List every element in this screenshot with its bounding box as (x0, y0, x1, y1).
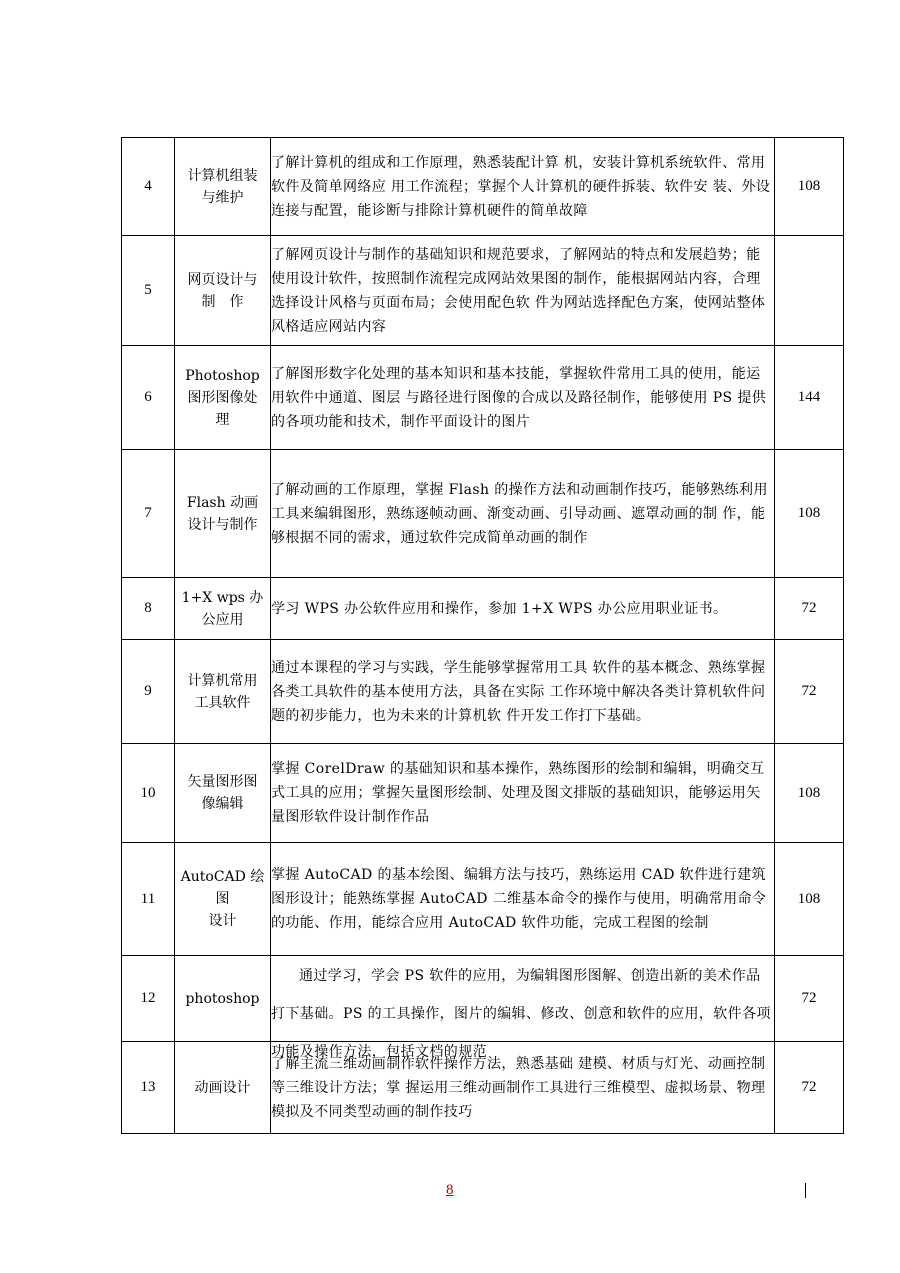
course-description: 掌握 CorelDraw 的基础知识和基本操作，熟练图形的绘制和编辑，明确交互式工具的应用；掌握矢量图形绘制、处理及图文排版的基础知识，能够运用矢量图形软件设计制作作品 (271, 744, 775, 843)
course-table (121, 137, 844, 1134)
course-number: 8 (122, 578, 175, 640)
course-description: 通过学习，学会 PS 软件的应用，为编辑图形图解、创造出新的美术作品打下基础。PS 的工具操作，图片的编辑、修改、创意和软件的应用，软件各项功能及操作方法，包括文档的规范 (271, 956, 775, 1042)
course-hours: 108 (775, 744, 844, 843)
course-name: Photoshop 图形图像处 理 (175, 346, 271, 450)
table-row (122, 956, 844, 1042)
course-description: 了解动画的工作原理，掌握 Flash 的操作方法和动画制作技巧，能够熟练利用工具来编辑图形，熟练逐帧动画、渐变动画、引导动画、遮罩动画的制 作，能够根据不同的需求，通过软件完成简单动画的制作 (271, 450, 775, 578)
table-row (122, 236, 844, 346)
table-row (122, 346, 844, 450)
page-number: 8 (446, 1182, 454, 1198)
course-description: 了解图形数字化处理的基本知识和基本技能，掌握软件常用工具的使用，能运用软件中通道、图层 与路径进行图像的合成以及路径制作，能够使用 PS 提供的各项功能和技术，制作平面设计的图片 (271, 346, 775, 450)
course-number: 13 (122, 1042, 175, 1134)
course-description: 了解网页设计与制作的基础知识和规范要求，了解网站的特点和发展趋势；能使用设计软件，按照制作流程完成网站效果图的制作，能根据网站内容，合理选择设计风格与页面布局；会使用配色软 件为网站选择配色方案，使网站整体风格适应网站内容 (271, 236, 775, 346)
course-name: 计算机常用 工具软件 (175, 640, 271, 744)
course-number: 4 (122, 138, 175, 236)
course-number: 6 (122, 346, 175, 450)
text-cursor-mark (805, 1183, 806, 1198)
course-description: 掌握 AutoCAD 的基本绘图、编辑方法与技巧，熟练运用 CAD 软件进行建筑图形设计；能熟练掌握 AutoCAD 二维基本命令的操作与使用，明确常用命令的功能、作用，能综合应用 AutoCAD 软件功能，完成工程图的绘制 (271, 843, 775, 956)
course-hours (775, 236, 844, 346)
course-hours: 72 (775, 956, 844, 1042)
course-number: 10 (122, 744, 175, 843)
table-row (122, 138, 844, 236)
course-number: 11 (122, 843, 175, 956)
course-number: 7 (122, 450, 175, 578)
course-number: 9 (122, 640, 175, 744)
course-hours: 72 (775, 1042, 844, 1134)
course-name: AutoCAD 绘 图 设计 (175, 843, 271, 956)
course-name: 网页设计与 制 作 (175, 236, 271, 346)
course-name: 动画设计 (175, 1042, 271, 1134)
course-hours: 72 (775, 640, 844, 744)
table-row (122, 450, 844, 578)
course-hours: 108 (775, 138, 844, 236)
course-description: 了解主流三维动画制作软件操作方法，熟悉基础 建模、材质与灯光、动画控制等三维设计方法；掌 握运用三维动画制作工具进行三维模型、虚拟场景、物理模拟及不同类型动画的制作技巧 (271, 1042, 775, 1134)
course-name: 矢量图形图 像编辑 (175, 744, 271, 843)
table-row (122, 744, 844, 843)
course-name: photoshop (175, 956, 271, 1042)
table-row (122, 640, 844, 744)
course-hours: 144 (775, 346, 844, 450)
table-row (122, 1042, 844, 1134)
course-name: 计算机组装 与维护 (175, 138, 271, 236)
course-description: 通过本课程的学习与实践，学生能够掌握常用工具 软件的基本概念、熟练掌握各类工具软件的基本使用方法，具备在实际 工作环境中解决各类计算机软件问题的初步能力，也为未来的计算机软 件开发工作打下基础。 (271, 640, 775, 744)
course-description: 了解计算机的组成和工作原理，熟悉装配计算 机，安装计算机系统软件、常用软件及简单网络应 用工作流程；掌握个人计算机的硬件拆装、软件安 装、外设连接与配置，能诊断与排除计算机硬件的简单故障 (271, 138, 775, 236)
course-name: 1+X wps 办 公应用 (175, 578, 271, 640)
table-row (122, 843, 844, 956)
course-hours: 108 (775, 843, 844, 956)
course-hours: 108 (775, 450, 844, 578)
course-number: 12 (122, 956, 175, 1042)
course-description: 学习 WPS 办公软件应用和操作，参加 1+X WPS 办公应用职业证书。 (271, 578, 775, 640)
course-number: 5 (122, 236, 175, 346)
table-row (122, 578, 844, 640)
course-hours: 72 (775, 578, 844, 640)
course-name: Flash 动画 设计与制作 (175, 450, 271, 578)
cursor-mark-text (0, 0, 1, 1)
